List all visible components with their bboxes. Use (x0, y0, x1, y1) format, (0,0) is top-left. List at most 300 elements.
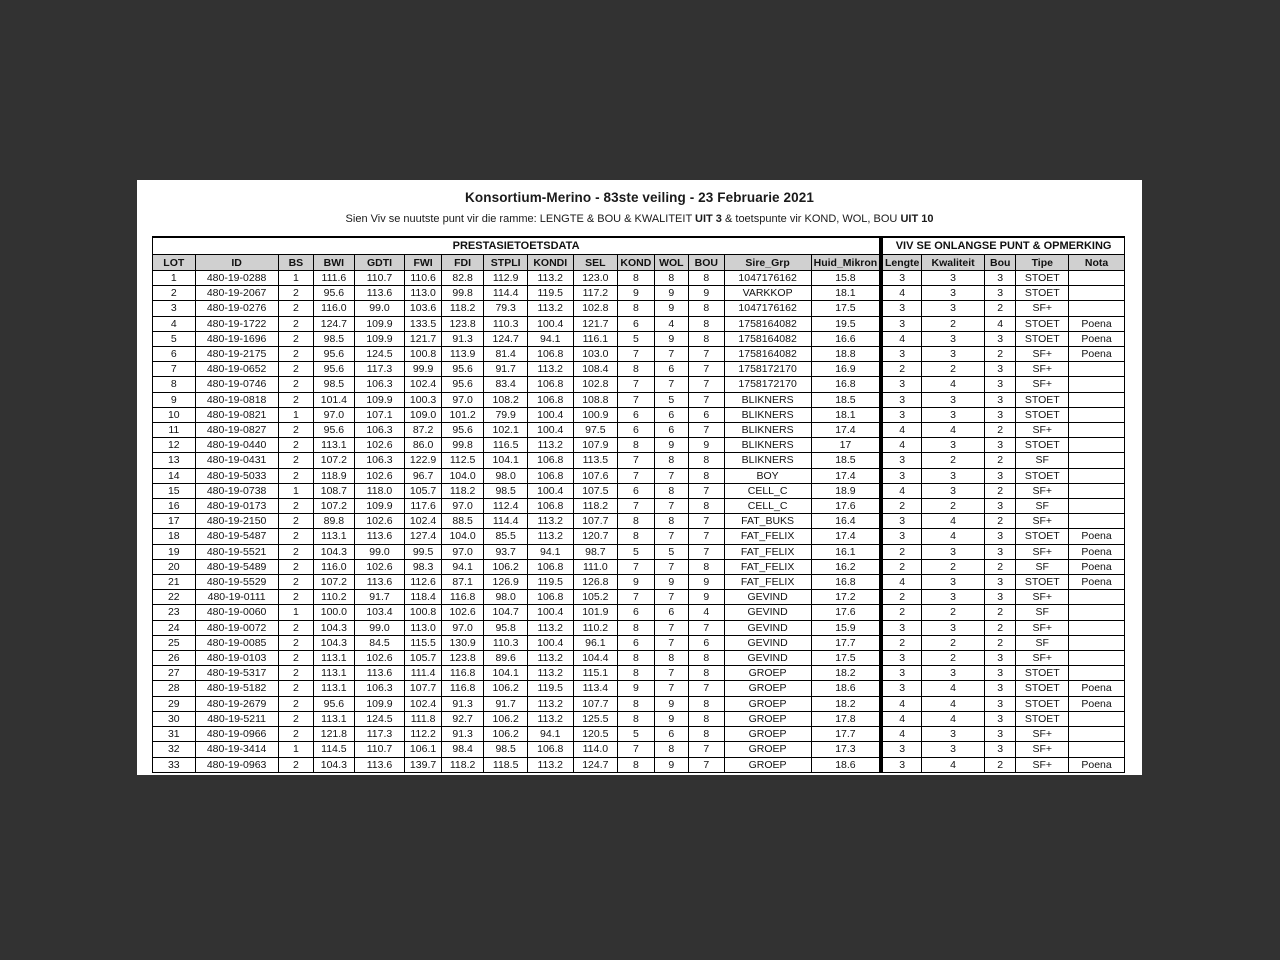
table-cell-kond: 6 (618, 635, 654, 650)
table-cell-lot: 21 (153, 575, 196, 590)
table-cell-wol: 9 (654, 757, 688, 772)
table-cell-fdi: 104.0 (441, 529, 484, 544)
table-cell-stpli: 106.2 (484, 681, 528, 696)
table-row (153, 514, 1125, 529)
table-cell-huid-mikron: 17.3 (811, 742, 881, 757)
table-cell-sel: 116.1 (573, 331, 618, 346)
table-cell-id: 480-19-5182 (195, 681, 278, 696)
table-cell-stpli: 108.2 (484, 392, 528, 407)
table-cell-kondi: 106.8 (527, 742, 573, 757)
table-row (153, 453, 1125, 468)
table-cell-kwaliteit: 3 (922, 666, 985, 681)
group-header-viv-punt-opmerking: VIV SE ONLANGSE PUNT & OPMERKING (881, 237, 1124, 255)
table-cell-fdi: 91.3 (441, 727, 484, 742)
column-header-bou: BOU (689, 255, 724, 271)
table-cell-kondi: 106.8 (527, 468, 573, 483)
table-cell-kond: 8 (618, 696, 654, 711)
table-cell-sel: 98.7 (573, 544, 618, 559)
table-cell-sel: 120.7 (573, 529, 618, 544)
table-cell-nota: Poena (1069, 559, 1125, 574)
table-cell-bs: 2 (278, 681, 313, 696)
table-cell-bs: 2 (278, 757, 313, 772)
table-cell-sire-grp: GEVIND (724, 651, 811, 666)
table-cell-gdti: 91.7 (354, 590, 405, 605)
table-cell-bou: 2 (985, 301, 1016, 316)
table-cell-gdti: 99.0 (354, 544, 405, 559)
table-cell-lot: 5 (153, 331, 196, 346)
table-cell-lengte: 3 (881, 392, 922, 407)
table-cell-wol: 6 (654, 407, 688, 422)
table-cell-stpli: 114.4 (484, 514, 528, 529)
table-cell-gdti: 109.9 (354, 316, 405, 331)
table-cell-lot: 12 (153, 438, 196, 453)
table-cell-fwi: 99.5 (405, 544, 441, 559)
table-cell-bou: 3 (985, 742, 1016, 757)
table-cell-id: 480-19-0060 (195, 605, 278, 620)
table-cell-sire-grp: 1047176162 (724, 301, 811, 316)
table-row (153, 362, 1125, 377)
table-cell-huid-mikron: 15.9 (811, 620, 881, 635)
table-cell-kondi: 113.2 (527, 301, 573, 316)
column-header-id: ID (195, 255, 278, 271)
table-cell-bwi: 89.8 (314, 514, 355, 529)
table-cell-lengte: 2 (881, 559, 922, 574)
table-cell-bs: 1 (278, 271, 313, 286)
table-cell-kwaliteit: 2 (922, 362, 985, 377)
table-cell-stpli: 114.4 (484, 286, 528, 301)
table-cell-bwi: 107.2 (314, 453, 355, 468)
table-cell-huid-mikron: 17.7 (811, 635, 881, 650)
table-cell-fdi: 99.8 (441, 286, 484, 301)
table-cell-stpli: 116.5 (484, 438, 528, 453)
table-cell-wol: 9 (654, 696, 688, 711)
table-cell-kond: 9 (618, 681, 654, 696)
performance-data-table (152, 236, 1125, 773)
table-cell-fwi: 121.7 (405, 331, 441, 346)
table-cell-sel: 125.5 (573, 711, 618, 726)
table-cell-bwi: 118.9 (314, 468, 355, 483)
table-cell-kond: 8 (618, 651, 654, 666)
table-cell-lot: 20 (153, 559, 196, 574)
table-cell-sire-grp: VARKKOP (724, 286, 811, 301)
table-cell-wol: 8 (654, 271, 688, 286)
table-cell-fwi: 107.7 (405, 681, 441, 696)
table-cell-nota (1069, 392, 1125, 407)
table-cell-sel: 123.0 (573, 271, 618, 286)
table-cell-tipe: SF (1016, 635, 1069, 650)
table-cell-nota (1069, 742, 1125, 757)
table-cell-bwi: 113.1 (314, 529, 355, 544)
table-cell-bwi: 104.3 (314, 757, 355, 772)
table-cell-bs: 2 (278, 499, 313, 514)
document-sheet (137, 180, 1142, 775)
table-cell-bou: 8 (689, 651, 724, 666)
table-cell-kond: 8 (618, 711, 654, 726)
table-cell-gdti: 102.6 (354, 514, 405, 529)
table-cell-nota (1069, 423, 1125, 438)
table-cell-tipe: SF+ (1016, 514, 1069, 529)
table-cell-huid-mikron: 16.9 (811, 362, 881, 377)
table-cell-kond: 5 (618, 331, 654, 346)
table-cell-bou: 7 (689, 742, 724, 757)
table-cell-bou: 7 (689, 620, 724, 635)
table-cell-huid-mikron: 18.8 (811, 347, 881, 362)
table-cell-kondi: 106.8 (527, 377, 573, 392)
table-cell-sel: 124.7 (573, 757, 618, 772)
table-cell-kond: 5 (618, 544, 654, 559)
table-cell-lengte: 3 (881, 407, 922, 422)
table-cell-bs: 1 (278, 742, 313, 757)
table-cell-lengte: 4 (881, 438, 922, 453)
table-cell-gdti: 102.6 (354, 468, 405, 483)
table-cell-nota (1069, 605, 1125, 620)
table-cell-tipe: SF+ (1016, 301, 1069, 316)
table-cell-sel: 107.7 (573, 514, 618, 529)
table-cell-huid-mikron: 18.6 (811, 681, 881, 696)
table-cell-huid-mikron: 18.9 (811, 483, 881, 498)
table-cell-nota: Poena (1069, 316, 1125, 331)
table-cell-bou: 8 (689, 331, 724, 346)
table-cell-kond: 8 (618, 529, 654, 544)
table-cell-wol: 7 (654, 635, 688, 650)
table-cell-kondi: 94.1 (527, 544, 573, 559)
table-cell-lot: 26 (153, 651, 196, 666)
table-cell-bou: 4 (689, 605, 724, 620)
table-cell-fwi: 113.0 (405, 286, 441, 301)
table-cell-bou: 3 (985, 331, 1016, 346)
table-cell-bou: 7 (689, 514, 724, 529)
table-cell-gdti: 110.7 (354, 742, 405, 757)
table-cell-fdi: 118.2 (441, 757, 484, 772)
table-cell-kondi: 113.2 (527, 514, 573, 529)
table-cell-id: 480-19-3414 (195, 742, 278, 757)
table-cell-wol: 7 (654, 347, 688, 362)
table-cell-kondi: 106.8 (527, 559, 573, 574)
group-header-row (153, 237, 1125, 255)
table-cell-id: 480-19-5489 (195, 559, 278, 574)
table-cell-sire-grp: FAT_FELIX (724, 559, 811, 574)
table-cell-id: 480-19-0173 (195, 499, 278, 514)
table-cell-tipe: SF+ (1016, 347, 1069, 362)
table-cell-kwaliteit: 2 (922, 559, 985, 574)
table-cell-kondi: 100.4 (527, 635, 573, 650)
table-cell-bwi: 101.4 (314, 392, 355, 407)
table-cell-bwi: 95.6 (314, 696, 355, 711)
table-cell-bou: 3 (985, 666, 1016, 681)
table-cell-gdti: 99.0 (354, 301, 405, 316)
table-cell-bs: 2 (278, 301, 313, 316)
table-cell-sel: 107.6 (573, 468, 618, 483)
table-cell-huid-mikron: 17.4 (811, 529, 881, 544)
table-cell-id: 480-19-5211 (195, 711, 278, 726)
table-cell-bou: 8 (689, 271, 724, 286)
table-cell-lot: 7 (153, 362, 196, 377)
table-cell-tipe: SF+ (1016, 727, 1069, 742)
table-cell-id: 480-19-0738 (195, 483, 278, 498)
table-cell-bou: 8 (689, 316, 724, 331)
column-header-lot: LOT (153, 255, 196, 271)
table-cell-nota: Poena (1069, 575, 1125, 590)
document-subtitle (137, 213, 1142, 225)
table-cell-huid-mikron: 15.8 (811, 271, 881, 286)
table-cell-kwaliteit: 3 (922, 590, 985, 605)
table-cell-bs: 2 (278, 711, 313, 726)
table-cell-sire-grp: BLIKNERS (724, 423, 811, 438)
table-cell-fdi: 101.2 (441, 407, 484, 422)
table-cell-stpli: 102.1 (484, 423, 528, 438)
table-cell-huid-mikron: 16.4 (811, 514, 881, 529)
table-cell-fwi: 98.3 (405, 559, 441, 574)
table-cell-bs: 2 (278, 453, 313, 468)
table-cell-id: 480-19-0072 (195, 620, 278, 635)
table-cell-kwaliteit: 3 (922, 286, 985, 301)
table-cell-lot: 30 (153, 711, 196, 726)
table-cell-tipe: STOET (1016, 666, 1069, 681)
table-cell-fwi: 139.7 (405, 757, 441, 772)
table-cell-tipe: SF+ (1016, 483, 1069, 498)
table-cell-stpli: 98.5 (484, 742, 528, 757)
table-cell-bou: 6 (689, 407, 724, 422)
table-cell-kond: 7 (618, 742, 654, 757)
table-cell-lot: 18 (153, 529, 196, 544)
table-cell-gdti: 124.5 (354, 347, 405, 362)
table-cell-lengte: 4 (881, 331, 922, 346)
table-cell-kondi: 100.4 (527, 316, 573, 331)
table-cell-bs: 2 (278, 575, 313, 590)
table-cell-fwi: 118.4 (405, 590, 441, 605)
table-cell-lengte: 2 (881, 635, 922, 650)
table-cell-sire-grp: 1758164082 (724, 347, 811, 362)
column-header-bs: BS (278, 255, 313, 271)
table-cell-lengte: 4 (881, 727, 922, 742)
table-cell-stpli: 91.7 (484, 696, 528, 711)
table-cell-lengte: 3 (881, 316, 922, 331)
column-header-row (153, 255, 1125, 271)
table-cell-bwi: 114.5 (314, 742, 355, 757)
table-cell-sire-grp: 1758164082 (724, 331, 811, 346)
table-cell-id: 480-19-0103 (195, 651, 278, 666)
table-cell-id: 480-19-5521 (195, 544, 278, 559)
table-cell-fdi: 88.5 (441, 514, 484, 529)
table-cell-sire-grp: FAT_FELIX (724, 575, 811, 590)
table-cell-id: 480-19-0821 (195, 407, 278, 422)
table-row (153, 529, 1125, 544)
table-cell-kwaliteit: 4 (922, 377, 985, 392)
table-cell-sire-grp: GROEP (724, 666, 811, 681)
table-cell-nota (1069, 620, 1125, 635)
table-cell-lot: 19 (153, 544, 196, 559)
table-cell-huid-mikron: 16.8 (811, 377, 881, 392)
table-cell-fwi: 105.7 (405, 483, 441, 498)
table-cell-kondi: 119.5 (527, 575, 573, 590)
table-cell-sire-grp: 1758164082 (724, 316, 811, 331)
table-cell-wol: 5 (654, 392, 688, 407)
table-cell-bs: 2 (278, 316, 313, 331)
table-cell-bou: 3 (985, 468, 1016, 483)
table-cell-lot: 8 (153, 377, 196, 392)
column-header-bwi: BWI (314, 255, 355, 271)
table-cell-kwaliteit: 3 (922, 407, 985, 422)
table-row (153, 727, 1125, 742)
table-cell-kwaliteit: 2 (922, 605, 985, 620)
table-cell-fwi: 86.0 (405, 438, 441, 453)
table-cell-stpli: 93.7 (484, 544, 528, 559)
table-cell-lengte: 3 (881, 529, 922, 544)
table-cell-wol: 7 (654, 468, 688, 483)
table-cell-lengte: 2 (881, 605, 922, 620)
table-cell-sire-grp: 1047176162 (724, 271, 811, 286)
table-cell-kwaliteit: 4 (922, 514, 985, 529)
table-cell-bwi: 107.2 (314, 575, 355, 590)
table-cell-stpli: 89.6 (484, 651, 528, 666)
table-cell-bwi: 104.3 (314, 635, 355, 650)
table-cell-stpli: 98.5 (484, 483, 528, 498)
table-cell-bs: 2 (278, 620, 313, 635)
table-cell-bou: 8 (689, 499, 724, 514)
table-cell-tipe: SF+ (1016, 590, 1069, 605)
table-cell-stpli: 79.3 (484, 301, 528, 316)
column-header-kondi: KONDI (527, 255, 573, 271)
table-cell-lengte: 3 (881, 377, 922, 392)
table-cell-sire-grp: FAT_FELIX (724, 544, 811, 559)
table-cell-id: 480-19-2679 (195, 696, 278, 711)
table-cell-lot: 28 (153, 681, 196, 696)
table-cell-fwi: 102.4 (405, 514, 441, 529)
table-cell-bou: 3 (985, 271, 1016, 286)
table-cell-bou: 3 (985, 362, 1016, 377)
table-cell-bou: 8 (689, 453, 724, 468)
table-cell-bou: 2 (985, 423, 1016, 438)
table-cell-id: 480-19-0963 (195, 757, 278, 772)
table-cell-lengte: 4 (881, 423, 922, 438)
table-row (153, 635, 1125, 650)
table-cell-sel: 113.5 (573, 453, 618, 468)
table-cell-lengte: 2 (881, 590, 922, 605)
table-cell-bou: 7 (689, 362, 724, 377)
table-cell-gdti: 106.3 (354, 377, 405, 392)
table-cell-wol: 6 (654, 727, 688, 742)
table-cell-stpli: 106.2 (484, 711, 528, 726)
table-cell-kwaliteit: 3 (922, 331, 985, 346)
table-cell-tipe: STOET (1016, 438, 1069, 453)
table-cell-kondi: 113.2 (527, 620, 573, 635)
table-cell-stpli: 98.0 (484, 468, 528, 483)
table-cell-fdi: 118.2 (441, 301, 484, 316)
table-cell-stpli: 124.7 (484, 331, 528, 346)
table-cell-kondi: 106.8 (527, 392, 573, 407)
table-cell-kwaliteit: 2 (922, 453, 985, 468)
table-cell-huid-mikron: 18.1 (811, 286, 881, 301)
table-cell-gdti: 113.6 (354, 286, 405, 301)
table-cell-tipe: SF+ (1016, 742, 1069, 757)
table-cell-lot: 27 (153, 666, 196, 681)
table-cell-lot: 32 (153, 742, 196, 757)
table-cell-gdti: 113.6 (354, 529, 405, 544)
table-cell-bwi: 98.5 (314, 331, 355, 346)
table-cell-kond: 8 (618, 362, 654, 377)
table-cell-gdti: 106.3 (354, 681, 405, 696)
table-cell-sel: 108.8 (573, 392, 618, 407)
table-cell-bou: 8 (689, 666, 724, 681)
table-cell-fdi: 118.2 (441, 483, 484, 498)
table-cell-bwi: 97.0 (314, 407, 355, 422)
table-cell-kondi: 113.2 (527, 438, 573, 453)
table-cell-kwaliteit: 4 (922, 757, 985, 772)
table-cell-fdi: 123.8 (441, 316, 484, 331)
column-header-fdi: FDI (441, 255, 484, 271)
table-cell-kond: 7 (618, 347, 654, 362)
table-cell-bwi: 95.6 (314, 347, 355, 362)
table-cell-lot: 13 (153, 453, 196, 468)
table-cell-huid-mikron: 18.6 (811, 757, 881, 772)
table-cell-kondi: 113.2 (527, 666, 573, 681)
table-cell-stpli: 104.7 (484, 605, 528, 620)
table-cell-kond: 9 (618, 575, 654, 590)
table-cell-kond: 9 (618, 286, 654, 301)
table-cell-tipe: SF (1016, 499, 1069, 514)
table-cell-bou: 6 (689, 635, 724, 650)
table-cell-gdti: 124.5 (354, 711, 405, 726)
table-cell-sire-grp: GROEP (724, 757, 811, 772)
table-cell-sire-grp: BLIKNERS (724, 407, 811, 422)
table-cell-huid-mikron: 18.1 (811, 407, 881, 422)
table-cell-stpli: 91.7 (484, 362, 528, 377)
table-cell-fwi: 96.7 (405, 468, 441, 483)
table-cell-gdti: 113.6 (354, 757, 405, 772)
table-row (153, 468, 1125, 483)
table-cell-fdi: 98.4 (441, 742, 484, 757)
table-cell-gdti: 106.3 (354, 423, 405, 438)
table-cell-bwi: 104.3 (314, 544, 355, 559)
table-cell-kondi: 106.8 (527, 499, 573, 514)
table-cell-sire-grp: BOY (724, 468, 811, 483)
table-cell-huid-mikron: 16.6 (811, 331, 881, 346)
table-cell-lengte: 4 (881, 711, 922, 726)
table-cell-kond: 6 (618, 407, 654, 422)
table-cell-nota (1069, 666, 1125, 681)
table-row (153, 651, 1125, 666)
column-header-lengte: Lengte (881, 255, 922, 271)
table-cell-id: 480-19-0746 (195, 377, 278, 392)
table-row (153, 483, 1125, 498)
table-cell-lengte: 3 (881, 651, 922, 666)
table-cell-wol: 8 (654, 483, 688, 498)
table-cell-fdi: 97.0 (441, 620, 484, 635)
table-cell-sire-grp: BLIKNERS (724, 392, 811, 407)
table-cell-kond: 6 (618, 483, 654, 498)
table-cell-lengte: 3 (881, 347, 922, 362)
table-cell-kond: 8 (618, 514, 654, 529)
table-cell-stpli: 118.5 (484, 757, 528, 772)
table-cell-huid-mikron: 17.4 (811, 423, 881, 438)
table-cell-bwi: 108.7 (314, 483, 355, 498)
table-row (153, 438, 1125, 453)
table-cell-huid-mikron: 19.5 (811, 316, 881, 331)
table-cell-bou: 7 (689, 757, 724, 772)
table-cell-bou: 8 (689, 468, 724, 483)
table-cell-nota (1069, 286, 1125, 301)
column-header-stpli: STPLI (484, 255, 528, 271)
table-cell-kondi: 119.5 (527, 286, 573, 301)
table-cell-fwi: 111.8 (405, 711, 441, 726)
table-cell-bou: 8 (689, 711, 724, 726)
table-cell-sire-grp: GROEP (724, 696, 811, 711)
table-cell-kondi: 113.2 (527, 757, 573, 772)
table-row (153, 559, 1125, 574)
table-cell-bs: 2 (278, 331, 313, 346)
table-cell-gdti: 113.6 (354, 575, 405, 590)
table-cell-lot: 9 (153, 392, 196, 407)
